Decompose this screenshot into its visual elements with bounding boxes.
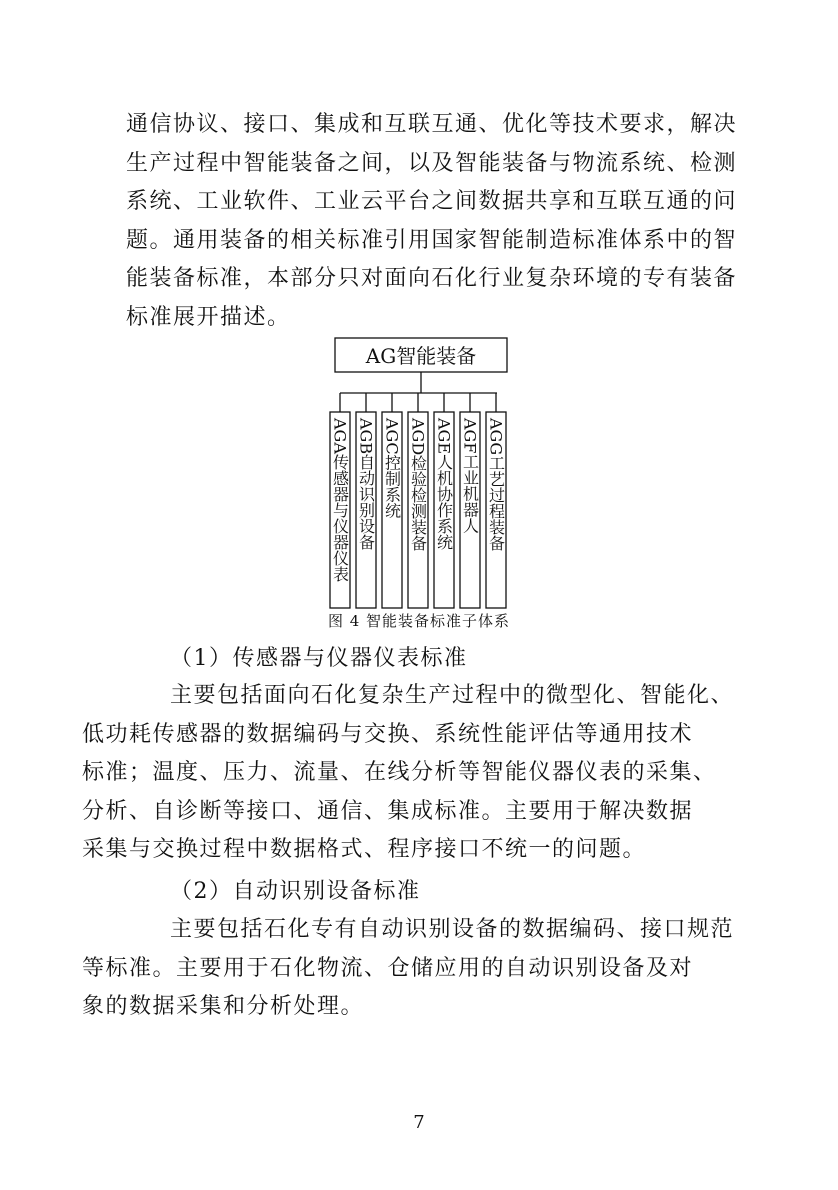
- diagram-child-label: AGC控制系统: [382, 418, 402, 519]
- diagram-child-label: AGF工业机器人: [460, 418, 480, 534]
- diagram-child-label: AGB自动识别设备: [356, 418, 376, 551]
- diagram-child-label: AGD检验检测装备: [408, 418, 428, 552]
- figure-caption: 图 4 智能装备标准子体系: [327, 612, 511, 630]
- text-line: 生产过程中智能装备之间，以及智能装备与物流系统、检测: [126, 150, 738, 176]
- diagram-root-label: AG智能装备: [365, 344, 477, 368]
- text-line: 标准；温度、压力、流量、在线分析等智能仪器仪表的采集、: [82, 760, 717, 785]
- text-line: 主要包括面向石化复杂生产过程中的微型化、智能化、: [170, 683, 735, 708]
- text-line: 主要包括石化专有自动识别设备的数据编码、接口规范: [170, 917, 735, 942]
- text-line: 象的数据采集和分析处理。: [82, 994, 365, 1019]
- text-line: 低功耗传感器的数据编码与交换、系统性能评估等通用技术: [82, 721, 694, 747]
- text-line: 通信协议、接口、集成和互联互通、优化等技术要求，解决: [126, 112, 738, 137]
- diagram-child-label: AGE人机协作系统: [434, 418, 454, 551]
- section1-paragraph: [82, 677, 735, 870]
- page-number: 7: [413, 1112, 425, 1133]
- text-line: 能装备标准，本部分只对面向石化行业复杂环境的专有装备: [126, 266, 738, 291]
- diagram-child-label: AGG工艺过程装备: [486, 418, 506, 552]
- section2-paragraph: [82, 911, 735, 1027]
- text-line: 等标准。主要用于石化物流、仓储应用的自动识别设备及对: [82, 955, 694, 981]
- text-line: 系统、工业软件、工业云平台之间数据共享和互联互通的问: [126, 189, 738, 214]
- section-heading: （2）自动识别设备标准: [170, 879, 421, 904]
- text-line: 标准展开描述。: [126, 304, 291, 330]
- diagram-children: [330, 393, 506, 608]
- text-line: 题。通用装备的相关标准引用国家智能制造标准体系中的智: [126, 227, 738, 253]
- text-line: 采集与交换过程中数据格式、程序接口不统一的问题。: [82, 837, 647, 862]
- section-heading: （1）传感器与仪器仪表标准: [170, 646, 468, 671]
- diagram-child-label: AGA传感器与仪器仪表: [330, 418, 350, 582]
- text-line: 分析、自诊断等接口、通信、集成标准。主要用于解决数据: [82, 798, 694, 824]
